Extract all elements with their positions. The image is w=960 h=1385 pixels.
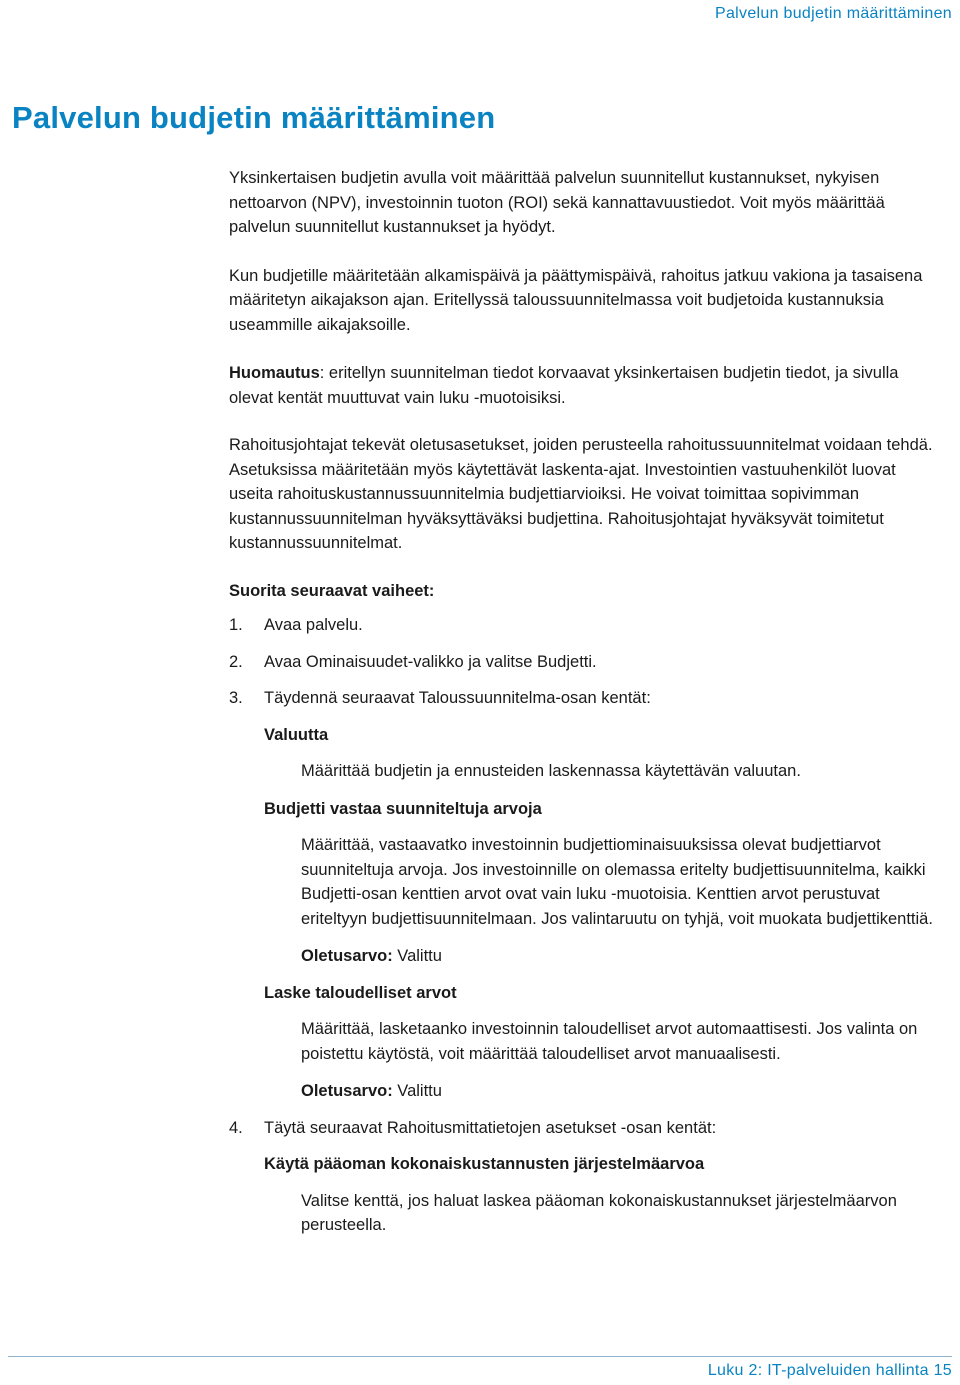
field-laske-name: Laske taloudelliset arvot — [264, 983, 457, 1002]
main-content — [229, 166, 944, 1251]
field-valuutta-name: Valuutta — [264, 725, 329, 744]
step-4 — [229, 1116, 944, 1141]
step-number: 2. — [229, 652, 243, 671]
step-text: Avaa Ominaisuudet-valikko ja valitse Budjetti. — [264, 652, 597, 671]
step-text: Täytä seuraavat Rahoitusmittatietojen asetukset -osan kentät: — [264, 1118, 717, 1137]
running-header: Palvelun budjetin määrittäminen — [715, 5, 952, 22]
step-1 — [229, 613, 944, 638]
step-number: 4. — [229, 1118, 243, 1137]
intro-paragraph-2: Kun budjetille määritetään alkamispäivä ja päättymispäivä, rahoitus jatkuu vakiona ja tasaisena määritetyn aikajakson ajan. Eritellyssä taloussuunnitelmassa voit budjetoida kustannuksia useammille aikajaksoille. — [229, 266, 923, 334]
field-paaoma-name: Käytä pääoman kokonaiskustannusten järjestelmäarvoa — [264, 1155, 705, 1173]
steps-heading: Suorita seuraavat vaiheet: — [229, 581, 435, 600]
default-value: Valittu — [392, 1082, 442, 1100]
step-2 — [229, 650, 944, 675]
field-budjetti-name: Budjetti vastaa suunniteltuja arvoja — [264, 799, 542, 818]
finance-paragraph: Rahoitusjohtajat tekevät oletusasetukset, joiden perusteella rahoitussuunnitelmat voidaan tehdä. Asetuksissa määritetään myös käytettävät laskenta-ajat. Investointien vastuuhenkilöt luovat useita rahoituskustannussuunnitelmia budjettiarvioiksi. He voivat toimittaa sopivimman kustannussuunnitelman hyväksyttäväksi budjettina. Rahoitusjohtajat hyväksyvät toimitetut kustannussuunnitelmat. — [229, 436, 933, 552]
field-laske-default — [301, 1079, 944, 1104]
note-paragraph — [229, 361, 944, 410]
note-label: Huomautus — [229, 364, 320, 382]
field-laske-desc: Määrittää, lasketaanko investoinnin taloudelliset arvot automaattisesti. Jos valinta on poistettu käytöstä, voit määrittää taloudelliset arvot manuaalisesti. — [301, 1020, 918, 1063]
field-paaoma-desc: Valitse kenttä, jos haluat laskea pääoman kokonaiskustannukset järjestelmäarvon perusteella. — [301, 1191, 897, 1234]
step-3 — [229, 686, 944, 711]
step-text: Avaa palvelu. — [264, 616, 363, 634]
field-budjetti-default — [301, 944, 944, 969]
default-value: Valittu — [392, 947, 442, 965]
intro-paragraph-1: Yksinkertaisen budjetin avulla voit määrittää palvelun suunnitellut kustannukset, nykyisen nettoarvon (NPV), investoinnin tuoton (ROI) sekä kannattavuustiedot. Voit myös määrittää palvelun suunnitellut kustannukset ja hyödyt. — [229, 169, 885, 236]
step-number: 1. — [229, 616, 243, 634]
page-title: Palvelun budjetin määrittäminen — [12, 100, 496, 135]
note-text: : eritellyn suunnitelman tiedot korvaavat yksinkertaisen budjetin tiedot, ja sivulla olevat kentät muuttuvat vain luku -muotoisiksi. — [229, 364, 899, 407]
default-label: Oletusarvo: — [301, 947, 393, 965]
default-label: Oletusarvo: — [301, 1082, 393, 1100]
step-number: 3. — [229, 689, 243, 707]
page-footer: Luku 2: IT-palveluiden hallinta 15 — [707, 1362, 952, 1379]
field-budjetti-desc: Määrittää, vastaavatko investoinnin budjettiominaisuuksissa olevat budjettiarvot suunniteltuja arvoja. Jos investoinnille on olemassa eritelty budjettisuunnitelma, kaikki Budjetti-osan kenttien arvot ovat vain luku -muotoisia. Kenttien arvot perustuvat eriteltyyn budjettisuunnitelmaan. Jos valintaruutu on tyhjä, voit muokata budjettikenttiä. — [301, 836, 933, 928]
step-text: Täydennä seuraavat Taloussuunnitelma-osan kentät: — [264, 689, 651, 707]
footer-divider — [8, 1356, 952, 1357]
field-valuutta-desc: Määrittää budjetin ja ennusteiden laskennassa käytettävän valuutan. — [301, 762, 801, 780]
